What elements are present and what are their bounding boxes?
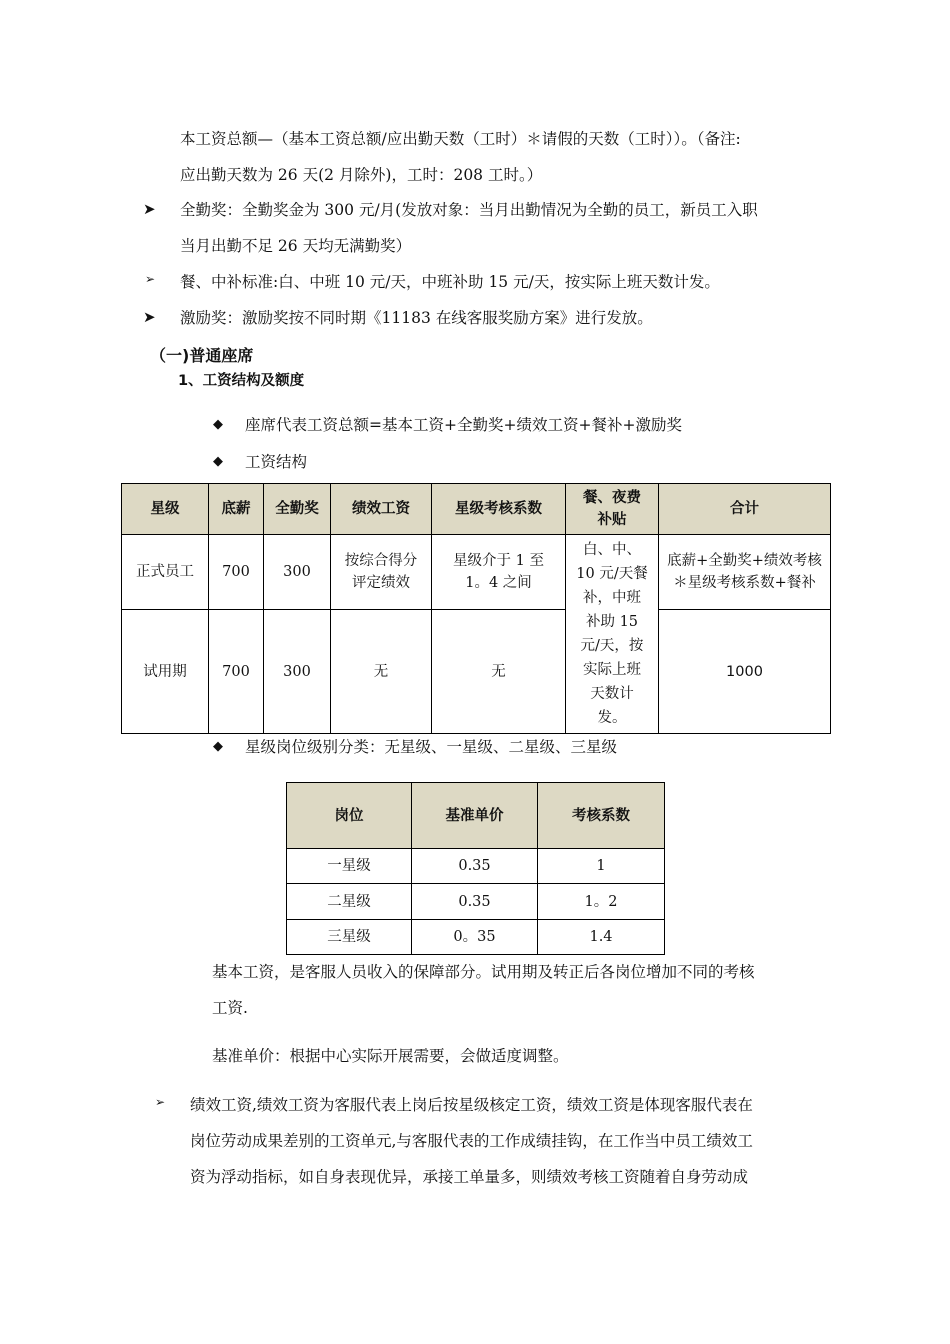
table-cell: 按综合得分评定绩效 — [331, 535, 432, 610]
table-header-row — [287, 783, 665, 849]
section-subheading: 1、工资结构及额度 — [178, 373, 305, 389]
table-cell: 0.35 — [412, 884, 538, 920]
table-cell: 底薪+全勤奖+绩效考核＊星级考核系数+餐补 — [659, 535, 831, 610]
table-cell: 700 — [209, 535, 264, 610]
table-cell: 试用期 — [122, 610, 209, 734]
table-row — [122, 610, 831, 734]
table-row — [122, 535, 831, 610]
meal-subsidy-cell: 白、中、10 元/天餐补，中班补助 15 元/天，按实际上班天数计发。 — [566, 535, 659, 734]
table-cell: 二星级 — [287, 884, 412, 920]
diamond-bullet-icon: ◆ — [213, 417, 223, 432]
paragraph-line: 本工资总额—（基本工资总额/应出勤天数（工时）＊请假的天数（工时））。（备注: — [180, 130, 741, 148]
arrow-bullet-icon: ➢ — [155, 1095, 166, 1109]
table-cell: 300 — [264, 535, 331, 610]
table-cell: 星级介于 1 至 1。4 之间 — [432, 535, 566, 610]
table-cell: 正式员工 — [122, 535, 209, 610]
star-levels-text: 星级岗位级别分类：无星级、一星级、二星级、三星级 — [245, 738, 618, 756]
full-attendance-text: 全勤奖：全勤奖金为 300 元/月(发放对象：当月出勤情况为全勤的员工，新员工入职 — [180, 201, 758, 219]
table-row — [287, 884, 665, 920]
meal-allowance-text: 餐、中补标准:白、中班 10 元/天，中班补助 15 元/天，按实际上班天数计发。 — [180, 273, 720, 291]
basic-salary-note: 基本工资，是客服人员收入的保障部分。试用期及转正后各岗位增加不同的考核 — [212, 963, 755, 981]
table-header-row — [122, 484, 831, 535]
header-cell: 星级 — [122, 484, 209, 535]
performance-text: 绩效工资,绩效工资为客服代表上岗后按星级核定工资，绩效工资是体现客服代表在 — [190, 1096, 753, 1114]
table-cell: 1000 — [659, 610, 831, 734]
table-cell: 0。35 — [412, 920, 538, 955]
table-row — [287, 920, 665, 955]
header-cell: 岗位 — [287, 783, 412, 849]
total-formula-text: 座席代表工资总额=基本工资+全勤奖+绩效工资+餐补+激励奖 — [245, 416, 682, 434]
basic-salary-note-cont: 工资. — [212, 999, 248, 1017]
table-cell: 1。2 — [538, 884, 665, 920]
header-cell: 餐、夜费补贴 — [566, 484, 659, 535]
structure-text: 工资结构 — [245, 453, 308, 471]
header-cell: 基准单价 — [412, 783, 538, 849]
arrow-bullet-icon: ➢ — [145, 272, 156, 286]
header-cell: 绩效工资 — [331, 484, 432, 535]
table-cell: 300 — [264, 610, 331, 734]
table-cell: 三星级 — [287, 920, 412, 955]
table-row — [287, 849, 665, 884]
diamond-bullet-icon: ◆ — [213, 739, 223, 754]
header-cell: 考核系数 — [538, 783, 665, 849]
diamond-bullet-icon: ◆ — [213, 454, 223, 469]
unit-price-note: 基准单价：根据中心实际开展需要，会做适度调整。 — [212, 1047, 569, 1065]
incentive-text: 激励奖：激励奖按不同时期《11183 在线客服奖励方案》进行发放。 — [180, 309, 653, 327]
header-cell: 全勤奖 — [264, 484, 331, 535]
table-cell: 1 — [538, 849, 665, 884]
arrow-bullet-icon: ➤ — [143, 308, 156, 326]
table-cell: 700 — [209, 610, 264, 734]
full-attendance-text-cont: 当月出勤不足 26 天均无满勤奖） — [180, 237, 412, 255]
performance-text-cont: 资为浮动指标，如自身表现优异，承接工单量多，则绩效考核工资随着自身劳动成 — [190, 1168, 749, 1186]
star-table — [286, 782, 665, 955]
table-cell: 一星级 — [287, 849, 412, 884]
section-heading: （一)普通座席 — [150, 346, 254, 365]
paragraph-line: 应出勤天数为 26 天(2 月除外)，工时：208 工时。） — [180, 166, 543, 184]
header-cell: 合计 — [659, 484, 831, 535]
table-cell: 0.35 — [412, 849, 538, 884]
salary-table — [121, 483, 831, 734]
performance-text-cont: 岗位劳动成果差别的工资单元,与客服代表的工作成绩挂钩，在工作当中员工绩效工 — [190, 1132, 753, 1150]
table-cell: 无 — [432, 610, 566, 734]
header-cell: 底薪 — [209, 484, 264, 535]
table-cell: 1.4 — [538, 920, 665, 955]
arrow-bullet-icon: ➤ — [143, 200, 156, 218]
table-cell: 无 — [331, 610, 432, 734]
header-cell: 星级考核系数 — [432, 484, 566, 535]
